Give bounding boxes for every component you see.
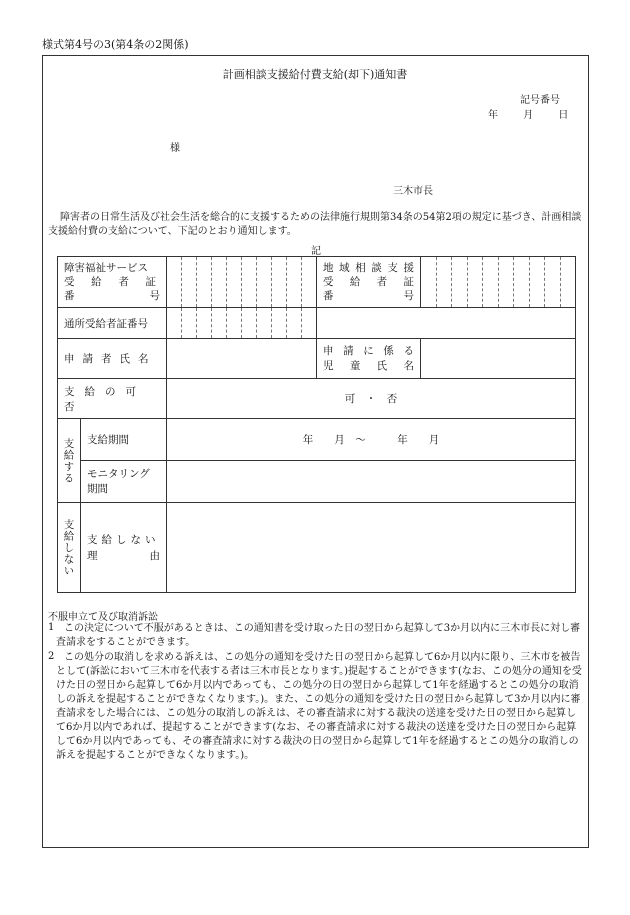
date-year: 年 [488, 110, 498, 121]
appeal-heading: 不服申立て及び取消訴訟 [48, 612, 158, 623]
blank-cell [317, 308, 576, 339]
welfare-id-label: 障害福祉サービス 受 給 者 証 番 号 [58, 257, 167, 308]
appeal-item2-number: 2 [48, 651, 55, 662]
appeal-item1-number: 1 [48, 622, 55, 633]
regional-id-label: 地 域 相 談 支 援 受 給 者 証 番 号 [317, 257, 421, 308]
nopay-group-label: 支給しない [58, 503, 81, 593]
issuer: 三木市長 [393, 186, 433, 197]
applicant-field[interactable] [167, 339, 317, 379]
monitoring-label: モニタリング期間 [81, 461, 167, 503]
form-id: 様式第4号の3(第4条の2関係) [42, 38, 189, 51]
reason-label: 支給しない 理 由 [81, 503, 167, 593]
day-care-id-label: 通所受給者証番号 [58, 308, 167, 339]
period-value[interactable]: 年 月 ～ 年 月 [167, 419, 576, 461]
record-number-label: 記号番号 [520, 95, 560, 106]
welfare-id-field[interactable] [167, 257, 317, 308]
approval-value[interactable]: 可 ・ 否 [167, 379, 576, 419]
approval-label: 支給の可否 [58, 379, 167, 419]
document-title: 計画相談支援給付費支給(却下)通知書 [222, 68, 408, 81]
date-line [488, 106, 568, 121]
appeal-item1: この決定について不服があるときは、この通知書を受け取った日の翌日から起算して3か月以内に三木市長に対し審査請求をすることができます。 [56, 623, 581, 648]
child-label: 申 請 に 係 る 児 童 氏 名 [317, 339, 421, 379]
applicant-label: 申請者氏名 [58, 339, 167, 379]
period-label: 支給期間 [81, 419, 167, 461]
date-day: 日 [558, 110, 569, 121]
ki-mark: 記 [311, 246, 321, 257]
pay-group-label: 支給する [58, 419, 81, 503]
monitoring-field[interactable] [167, 461, 576, 503]
intro-text: 障害者の日常生活及び社会生活を総合的に支援するための法律施行規則第34条の54第2項の規定に基づき、計画相談支援給付費の支給について、下記のとおり通知します。 [48, 212, 582, 237]
details-table [57, 256, 576, 593]
appeal-item2: この処分の取消しを求める訴えは、この処分の通知を受けた日の翌日から起算して6か月以内に限り、三木市を被告として(訴訟において三木市を代表する者は三木市長となります。)提起することができます(なお、この処分の通知を受けた日の翌日から起算して6か月以内であっても、この処分の日の翌日から起算して1年を経過するとこの処分の取消しの訴えを提起することができなくなります。)。また、この処分の通知を受けた日の翌日から起算して3か月以内に審査請求をした場合には、この処分の取消しの訴えは、その審査請求に対する裁決の送達を受けた日の翌日から起算して6か月以内であれば、提起することができます(なお、その審査請求に対する裁決の送達を受けた日の翌日から起算して6か月以内であっても、その審査請求に対する裁決の日の翌日から起算して1年を経過するとこの処分の取消しの訴えを提起することができなくなります。)。 [56, 652, 582, 761]
date-month: 月 [523, 110, 534, 121]
regional-id-field[interactable] [421, 257, 576, 308]
addressee-suffix: 様 [170, 143, 180, 154]
reason-field[interactable] [167, 503, 576, 593]
day-care-id-field[interactable] [167, 308, 317, 339]
child-field[interactable] [421, 339, 576, 379]
